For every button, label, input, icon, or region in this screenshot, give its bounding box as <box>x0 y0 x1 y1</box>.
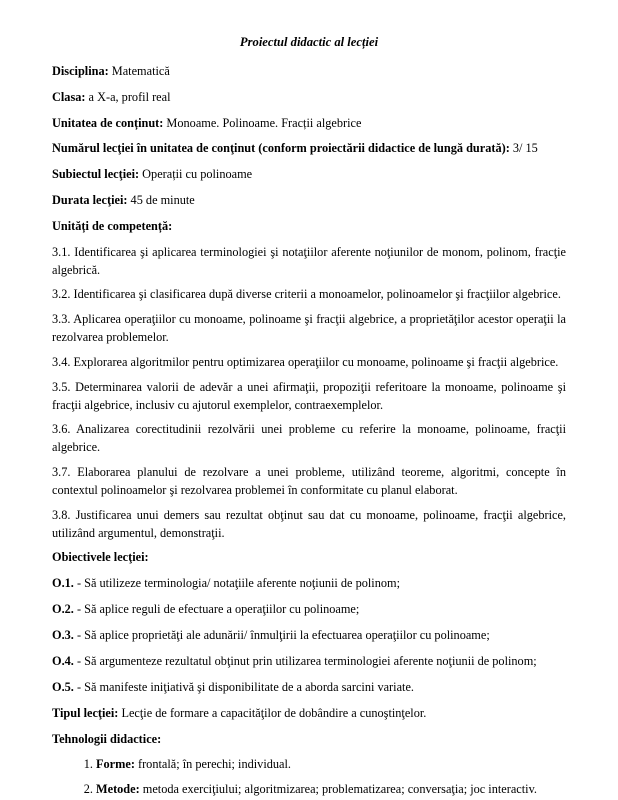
technology-value: metoda exerciţiului; algoritmizarea; problematizarea; conversaţia; joc interactiv. <box>139 782 538 797</box>
objective-code: O.3. <box>52 627 74 642</box>
objective-item <box>52 679 566 696</box>
objective-code: O.5. <box>52 679 74 694</box>
field-numarul-lectiei-value: 3/ 15 <box>509 141 538 156</box>
technology-label: Forme: <box>96 756 135 771</box>
objective-text: - Să utilizeze terminologia/ notaţiile aferente noţiunii de polinom; <box>73 575 400 590</box>
objective-text: - Să argumenteze rezultatul obţinut prin utilizarea terminologiei aferente noţiunii de polinom; <box>73 653 537 668</box>
technology-value: frontală; în perechi; individual. <box>134 756 291 771</box>
field-subiectul-lectiei <box>52 166 566 183</box>
technologies-heading: Tehnologii didactice: <box>52 731 162 746</box>
technology-item <box>96 756 566 773</box>
field-tipul-lectiei-value: Lecţie de formare a capacităţilor de dobândire a cunoştinţelor. <box>118 705 427 720</box>
objective-text: - Să aplice reguli de efectuare a operaţiilor cu polinoame; <box>73 601 360 616</box>
competence-item: 3.5. Determinarea valorii de adevăr a unei afirmaţii, propoziţii referitoare la monoame, polinoame şi fracţii algebrice, inclusiv cu ajutorul exemplelor, contraexemplelor. <box>52 379 566 412</box>
objective-text: - Să aplice proprietăţi ale adunării/ înmulţirii la efectuarea operaţiilor cu polinoame; <box>73 627 490 642</box>
field-durata-lectiei-value: 45 de minute <box>127 193 195 208</box>
field-unitatea-continut-value: Monoame. Polinoame. Fracții algebrice <box>163 115 362 130</box>
objective-code: O.4. <box>52 653 74 668</box>
objective-code: O.2. <box>52 601 74 616</box>
field-tipul-lectiei-label: Tipul lecţiei: <box>52 705 119 720</box>
field-disciplina-label: Disciplina: <box>52 63 109 78</box>
competence-item: 3.8. Justificarea unui demers sau rezultat obţinut sau dat cu monoame, polinoame, fracţii algebrice, utilizând argumentul, demonstraţii. <box>52 507 566 540</box>
competence-item: 3.1. Identificarea şi aplicarea terminologiei şi notaţiilor aferente noţiunilor de monom, polinom, fracţie algebrică. <box>52 244 566 277</box>
field-numarul-lectiei <box>52 140 566 157</box>
technology-label: Metode: <box>96 782 140 797</box>
field-disciplina-value: Matematică <box>108 63 170 78</box>
objective-text: - Să manifeste iniţiativă şi disponibilitate de a aborda sarcini variate. <box>73 679 414 694</box>
field-subiectul-lectiei-label: Subiectul lecţiei: <box>52 167 140 182</box>
competence-item: 3.3. Aplicarea operaţiilor cu monoame, polinoame şi fracţii algebrice, a proprietăţilor acestor operaţii la rezolvarea problemelor. <box>52 312 566 345</box>
field-clasa-label: Clasa: <box>52 89 86 104</box>
competences-heading: Unități de competență: <box>52 219 173 234</box>
competence-item: 3.6. Analizarea corectitudinii rezolvării unei probleme cu referire la monoame, polinoame, fracţii algebrice. <box>52 422 566 455</box>
technology-item <box>96 781 566 798</box>
field-disciplina <box>52 63 566 80</box>
field-numarul-lectiei-label: Numărul lecţiei în unitatea de conţinut (conform proiectării didactice de lungă durată): <box>52 141 510 156</box>
field-tipul-lectiei <box>52 705 566 722</box>
field-unitatea-continut <box>52 115 566 132</box>
competence-item: 3.2. Identificarea şi clasificarea după diverse criterii a monoamelor, polinoamelor şi fracţiilor algebrice. <box>52 287 561 302</box>
technologies-list <box>52 756 566 799</box>
page-title: Proiectul didactic al lecției <box>239 35 379 49</box>
field-unitatea-continut-label: Unitatea de conținut: <box>52 115 164 130</box>
field-durata-lectiei-label: Durata lecţiei: <box>52 193 128 208</box>
competence-item: 3.4. Explorarea algoritmilor pentru optimizarea operaţiilor cu monoame, polinoame şi fracţii algebrice. <box>52 354 559 369</box>
objective-item <box>52 627 566 644</box>
field-durata-lectiei <box>52 192 566 209</box>
objectives-heading: Obiectivele lecţiei: <box>52 550 149 565</box>
objective-item <box>52 601 566 618</box>
objective-code: O.1. <box>52 575 74 590</box>
objective-item <box>52 575 566 592</box>
field-subiectul-lectiei-value: Operații cu polinoame <box>139 167 253 182</box>
competence-item: 3.7. Elaborarea planului de rezolvare a unei probleme, utilizând teoreme, algoritmi, concepte în contextul polinoamelor şi rezolvarea problemei în conformitate cu planul elaborat. <box>52 465 566 497</box>
objective-item <box>52 653 566 670</box>
field-clasa <box>52 89 566 106</box>
field-clasa-value: a X-a, profil real <box>85 89 171 104</box>
